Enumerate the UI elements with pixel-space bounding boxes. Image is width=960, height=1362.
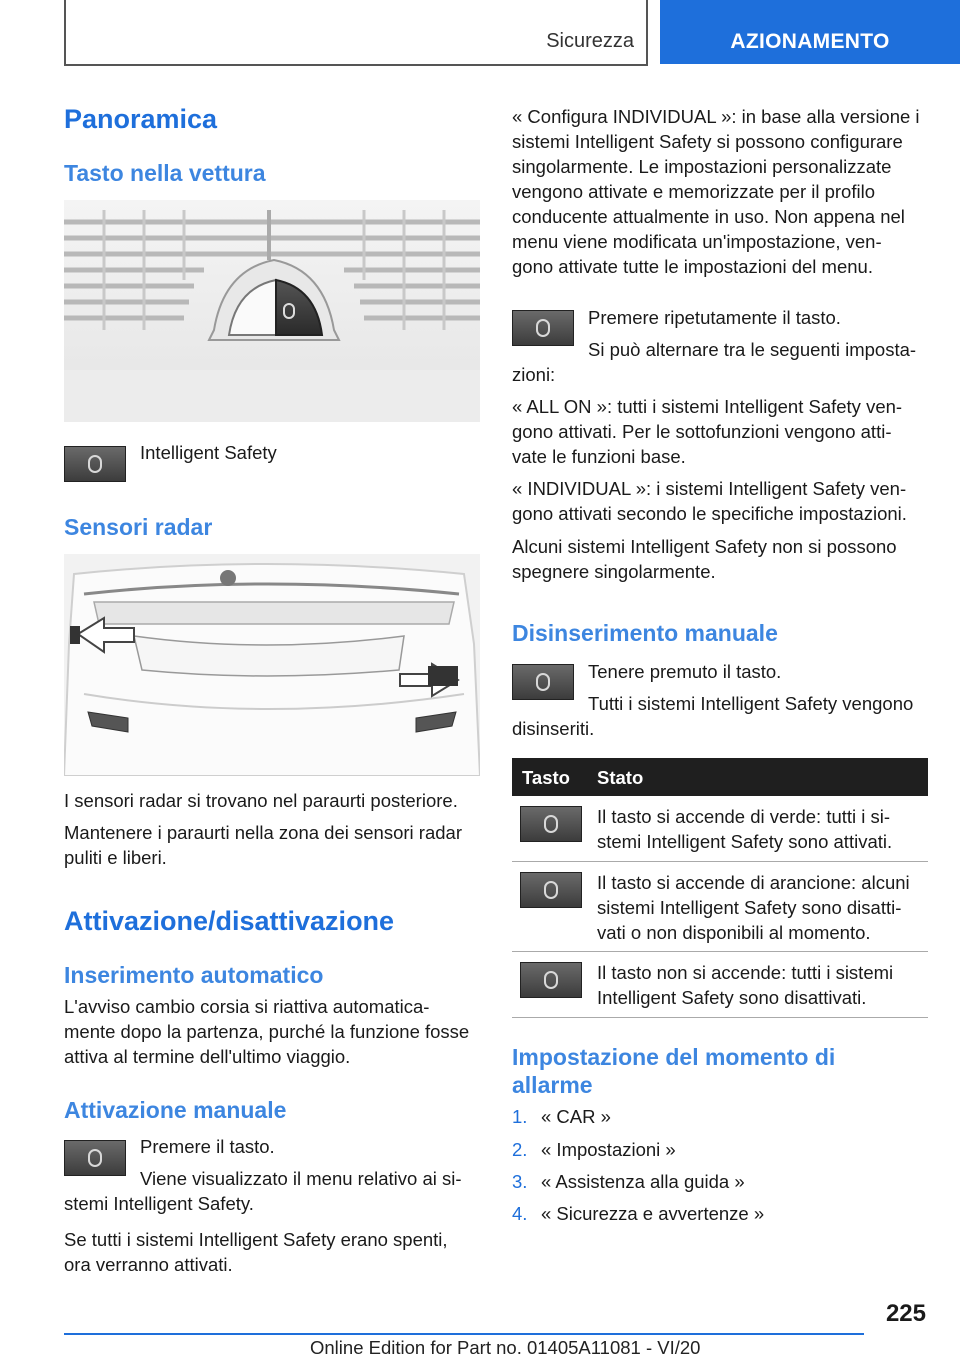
step-text: « Assistenza alla guida »	[541, 1171, 745, 1192]
configura-line: vengono attivate e memorizzate per il profilo	[512, 181, 875, 202]
row-line: Il tasto si accende di verde: tutti i si-	[597, 806, 891, 827]
heading-attivazione: Attivazione/disattivazione	[64, 906, 395, 936]
allon-line: gono attivati. Per le sottofunzioni vengono atti-	[512, 421, 892, 442]
sensori-text-1: I sensori radar si trovano nel paraurti posteriore.	[64, 790, 458, 811]
manuale-line: ora verranno attivati.	[64, 1254, 233, 1275]
manuale-line: Viene visualizzato il menu relativo ai si-	[140, 1168, 462, 1189]
configura-line: gono attivate tutte le impostazioni del menu.	[512, 256, 873, 277]
car-rear-photo	[64, 554, 480, 776]
sensori-text-2	[64, 820, 462, 870]
table-row	[512, 796, 928, 862]
row-line: stemi Intelligent Safety sono attivati.	[597, 831, 893, 852]
repeat-line: Si può alternare tra le seguenti imposta-	[588, 339, 917, 360]
heading-panoramica: Panoramica	[64, 104, 218, 134]
step-number: 4.	[512, 1203, 528, 1224]
row-text	[597, 804, 892, 854]
manuale-line: stemi Intelligent Safety.	[64, 1193, 254, 1214]
orange-state-button	[520, 872, 582, 908]
footer-divider	[64, 1333, 864, 1335]
footer-edition: Online Edition for Part no. 01405A11081 - VI/20	[310, 1337, 701, 1358]
allon-line: vate le funzioni base.	[512, 446, 686, 467]
manuale-line: Se tutti i sistemi Intelligent Safety erano spenti,	[64, 1229, 448, 1250]
step-text: « Impostazioni »	[541, 1139, 676, 1160]
disins-text	[512, 691, 913, 741]
header-section-title: Sicurezza	[546, 30, 634, 52]
safety-icon	[88, 1149, 102, 1167]
step-text: « CAR »	[541, 1106, 611, 1127]
individual-text	[512, 476, 907, 526]
allon-text	[512, 394, 902, 469]
manuale-text-2	[64, 1227, 448, 1277]
disins-press: Tenere premuto il tasto.	[588, 661, 782, 682]
allon-line: « ALL ON »: tutti i sistemi Intelligent Safety ven-	[512, 396, 903, 417]
row-line: sistemi Intelligent Safety sono disatti-	[597, 897, 902, 918]
page-number: 225	[885, 1300, 926, 1327]
row-line: Intelligent Safety sono disattivati.	[597, 987, 867, 1008]
inserimento-line: mente dopo la partenza, purché la funzione fosse	[64, 1021, 470, 1042]
col-tasto: Tasto	[522, 767, 570, 788]
repeat-press: Premere ripetutamente il tasto.	[588, 307, 841, 328]
repeat-line: zioni:	[512, 364, 556, 385]
alcuni-line: spegnere singolarmente.	[512, 561, 716, 582]
safety-icon	[544, 881, 558, 899]
configura-line: sistemi Intelligent Safety si possono configurare	[512, 131, 903, 152]
configura-text	[512, 104, 920, 279]
col-stato: Stato	[597, 767, 644, 788]
manuale-text	[64, 1166, 462, 1216]
row-text	[597, 870, 910, 945]
sensori-line: Mantenere i paraurti nella zona dei sensori radar	[64, 822, 462, 843]
repeat-text	[512, 337, 916, 387]
safety-icon	[536, 673, 550, 691]
row-line: Il tasto si accende di arancione: alcuni	[597, 872, 910, 893]
sensori-line: puliti e liberi.	[64, 847, 167, 868]
grille-photo	[64, 200, 480, 422]
row-line: Il tasto non si accende: tutti i sistemi	[597, 962, 894, 983]
header-chapter-tab[interactable]	[660, 0, 960, 64]
table-row	[512, 862, 928, 952]
green-state-button	[520, 806, 582, 842]
table-row	[512, 952, 928, 1018]
intelligent-safety-button	[64, 446, 126, 482]
heading-disinserimento: Disinserimento manuale	[512, 620, 778, 646]
status-table	[512, 758, 928, 1018]
off-state-button	[520, 962, 582, 998]
safety-icon	[88, 455, 102, 473]
safety-icon	[544, 815, 558, 833]
configura-line: menu viene modificata un'impostazione, ven-	[512, 231, 882, 252]
alcuni-line: Alcuni sistemi Intelligent Safety non si possono	[512, 536, 897, 557]
row-line: vati o non disponibili al momento.	[597, 922, 871, 943]
configura-line: « Configura INDIVIDUAL »: in base alla versione i	[512, 106, 920, 127]
header-chapter-title: AZIONAMENTO	[730, 30, 890, 53]
step-number: 2.	[512, 1139, 528, 1160]
configura-line: conducente attualmente in uso. Non appena nel	[512, 206, 905, 227]
step-text: « Sicurezza e avvertenze »	[541, 1203, 765, 1224]
heading-allarme-line: Impostazione del momento di	[512, 1044, 836, 1070]
manuale-press: Premere il tasto.	[140, 1136, 275, 1157]
safety-icon	[536, 319, 550, 337]
alcuni-text	[512, 534, 897, 584]
step-number: 3.	[512, 1171, 528, 1192]
heading-sensori-radar: Sensori radar	[64, 514, 213, 540]
inserimento-line: L'avviso cambio corsia si riattiva automatica-	[64, 996, 430, 1017]
heading-tasto-vettura: Tasto nella vettura	[64, 160, 266, 186]
heading-attivazione-manuale: Attivazione manuale	[64, 1097, 287, 1123]
row-text	[597, 960, 893, 1010]
inserimento-text	[64, 994, 469, 1069]
heading-allarme	[512, 1043, 835, 1099]
header-section-box	[64, 0, 648, 66]
table-header	[512, 758, 928, 796]
configura-line: singolarmente. Le impostazioni personalizzate	[512, 156, 892, 177]
safety-icon	[544, 971, 558, 989]
step-number: 1.	[512, 1106, 528, 1127]
inserimento-line: attiva al termine dell'ultimo viaggio.	[64, 1046, 351, 1067]
disins-line: disinseriti.	[512, 718, 595, 739]
caption-intelligent-safety: Intelligent Safety	[140, 442, 277, 463]
individual-line: gono attivati secondo le specifiche impostazioni.	[512, 503, 907, 524]
heading-inserimento-automatico: Inserimento automatico	[64, 962, 324, 988]
individual-line: « INDIVIDUAL »: i sistemi Intelligent Safety ven-	[512, 478, 907, 499]
heading-allarme-line: allarme	[512, 1072, 593, 1098]
disins-line: Tutti i sistemi Intelligent Safety vengono	[588, 693, 914, 714]
